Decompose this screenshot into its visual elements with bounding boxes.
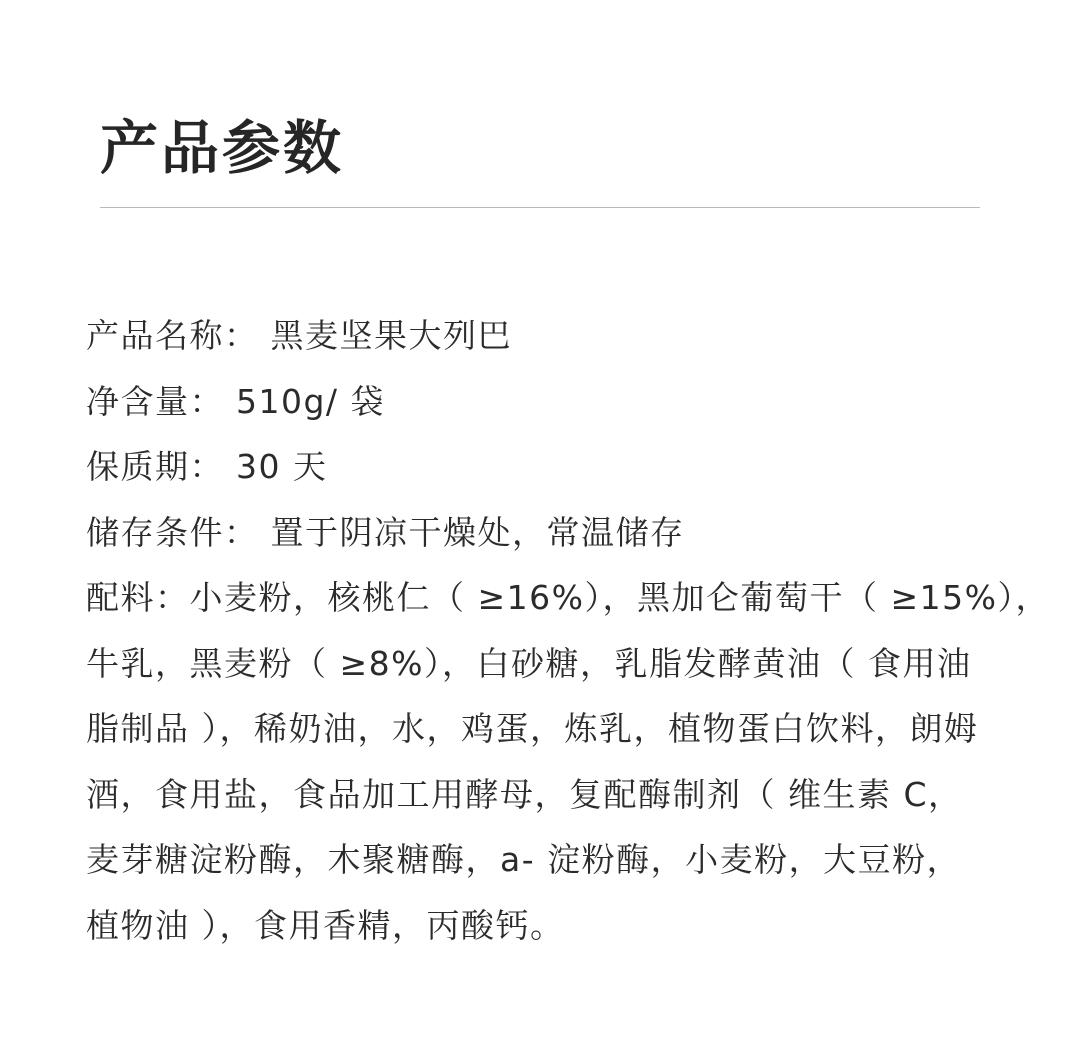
ingredients-block bbox=[86, 565, 1066, 958]
storage-row: 储存条件： 置于阴凉干燥处，常温储存 bbox=[86, 512, 685, 552]
ingredients-line: 植物油 ），食用香精，丙酸钙。 bbox=[86, 905, 565, 945]
shelf-life-row: 保质期： 30 天 bbox=[86, 447, 328, 486]
ingredients-line: 麦芽糖淀粉酶，木聚糖酶，a- 淀粉酶，小麦粉，大豆粉， bbox=[86, 840, 962, 879]
ingredients-line: 牛乳，黑麦粉（ ≥8%），白砂糖，乳脂发酵黄油（ 食用油 bbox=[86, 643, 972, 683]
ingredients-line: 脂制品 ），稀奶油，水，鸡蛋，炼乳，植物蛋白饮料，朗姆 bbox=[86, 709, 979, 748]
ingredients-line: 酒，食用盐，食品加工用酵母，复配酶制剂（ 维生素 C， bbox=[86, 774, 963, 814]
ingredients-line: 配料：小麦粉，核桃仁（ ≥16%），黑加仑葡萄干（ ≥15%）， bbox=[86, 578, 1050, 617]
product-parameters bbox=[86, 303, 1066, 958]
title-divider bbox=[100, 207, 980, 208]
net-weight-row: 净含量： 510g/ 袋 bbox=[86, 381, 386, 421]
product-name-row: 产品名称： 黑麦坚果大列巴 bbox=[86, 316, 512, 355]
section-title: 产品参数 bbox=[100, 114, 345, 182]
